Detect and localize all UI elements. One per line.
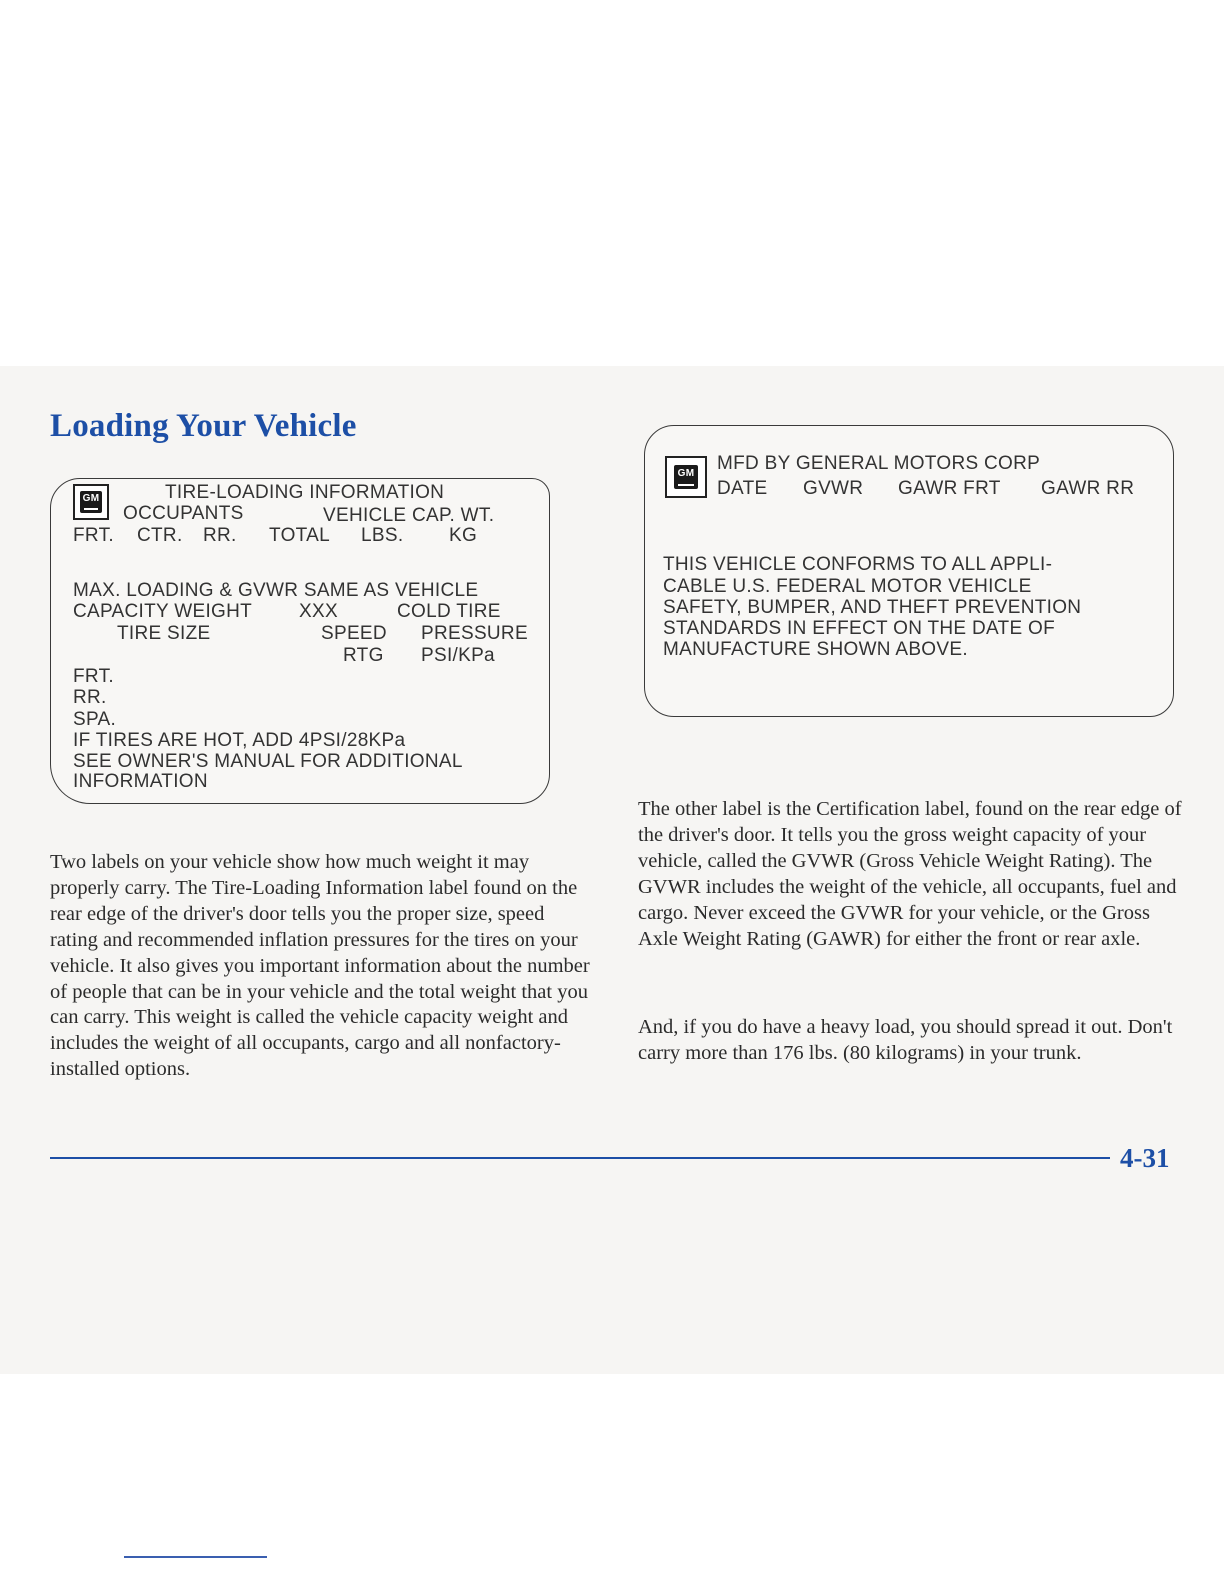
tire-label-tire-size: TIRE SIZE (117, 623, 211, 644)
tire-label-xxx: XXX (299, 601, 338, 622)
tire-label-cold-tire: COLD TIRE (397, 601, 501, 622)
tire-label-speed: SPEED (321, 623, 387, 644)
footer-rule (50, 1157, 1110, 1159)
gm-logo-icon: GM (665, 456, 707, 498)
tire-label-pressure: PRESSURE (421, 623, 528, 644)
cert-label-date: DATE (717, 478, 768, 499)
cert-label-conform-line-2: CABLE U.S. FEDERAL MOTOR VEHICLE (663, 576, 1032, 597)
cert-label-conform-line-3: SAFETY, BUMPER, AND THEFT PREVENTION (663, 597, 1082, 618)
tire-label-max-loading: MAX. LOADING & GVWR SAME AS VEHICLE (73, 580, 479, 601)
tire-label-occupants: OCCUPANTS (123, 503, 244, 524)
tire-label-frt: FRT. (73, 525, 114, 546)
tire-label-kg: KG (449, 525, 478, 546)
cert-label-conform-line-5: MANUFACTURE SHOWN ABOVE. (663, 639, 968, 660)
page-title: Loading Your Vehicle (50, 408, 357, 444)
left-paragraph: Two labels on your vehicle show how much weight it may properly carry. The Tire-Loading Information label found on the rear edge of the driver's door tells you the proper size, speed rating and recommended inflation pressures for the tires on your vehicle. It also gives you important information about the number of people that can be in your vehicle and the total weight that you can carry. This weight is called the vehicle capacity weight and includes the weight of all occupants, cargo and all nonfactory-installed options. (50, 851, 590, 1081)
cert-label-gvwr: GVWR (803, 478, 864, 499)
tire-label-psi-kpa: PSI/KPa (421, 645, 495, 666)
tire-label-rr: RR. (203, 525, 237, 546)
tire-label-hot-tires: IF TIRES ARE HOT, ADD 4PSI/28KPa (73, 730, 406, 751)
page-number: 4-31 (1120, 1143, 1170, 1173)
tire-label-information: INFORMATION (73, 771, 208, 792)
tire-label-lbs: LBS. (361, 525, 404, 546)
cert-label-gawr-rr: GAWR RR (1041, 478, 1135, 499)
cert-label-header: MFD BY GENERAL MOTORS CORP (717, 453, 1041, 474)
cert-label-conform-line-1: THIS VEHICLE CONFORMS TO ALL APPLI- (663, 554, 1053, 575)
tire-label-frt-row: FRT. (73, 666, 114, 687)
tire-label-spa-row: SPA. (73, 709, 117, 730)
tire-loading-label (50, 478, 550, 804)
tire-label-ctr: CTR. (137, 525, 183, 546)
certification-label (644, 425, 1174, 717)
tire-label-heading: TIRE-LOADING INFORMATION (165, 482, 445, 503)
tire-label-total: TOTAL (269, 525, 330, 546)
tire-label-rtg: RTG (343, 645, 384, 666)
bottom-rule (124, 1556, 267, 1558)
cert-label-gawr-frt: GAWR FRT (898, 478, 1001, 499)
tire-label-capacity-weight: CAPACITY WEIGHT (73, 601, 253, 622)
gm-logo-icon: GM (73, 484, 109, 520)
cert-label-conform-line-4: STANDARDS IN EFFECT ON THE DATE OF (663, 618, 1055, 639)
tire-label-see-manual: SEE OWNER'S MANUAL FOR ADDITIONAL (73, 751, 463, 772)
tire-label-vehicle-cap-wt: VEHICLE CAP. WT. (323, 505, 495, 526)
tire-label-rr-row: RR. (73, 687, 107, 708)
certification-paragraph: The other label is the Certification label, found on the rear edge of the driver's door. It tells you the gross weight capacity of your vehicle, called the GVWR (Gross Vehicle Weight Rating). The GVWR includes the weight of the vehicle, all occupants, fuel and cargo. Never exceed the GVWR for your vehicle, or the Gross Axle Weight Rating (GAWR) for either the front or rear axle. (638, 798, 1182, 950)
heavy-load-paragraph: And, if you do have a heavy load, you should spread it out. Don't carry more than 176 lbs. (80 kilograms) in your trunk. (638, 1016, 1173, 1064)
